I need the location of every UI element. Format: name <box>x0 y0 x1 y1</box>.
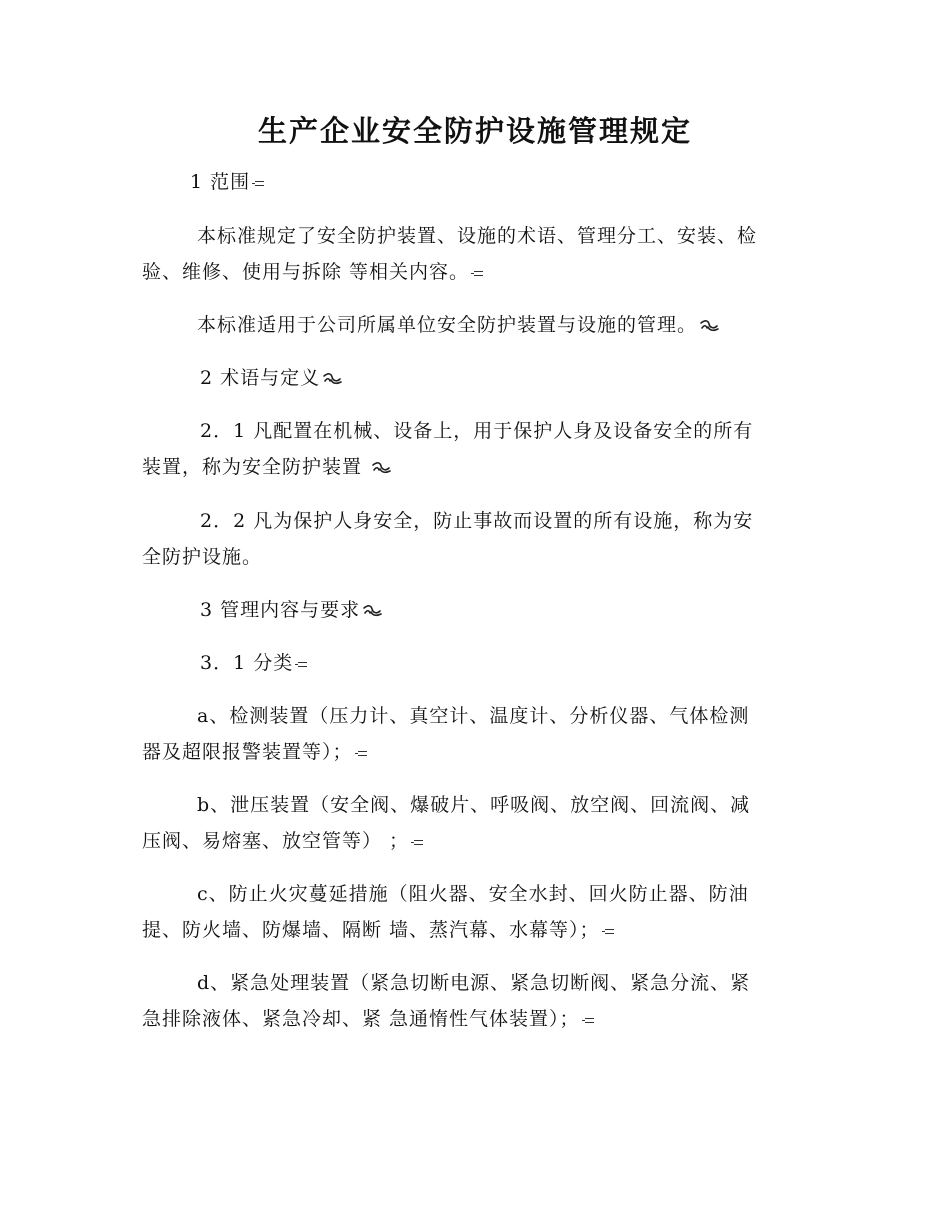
paragraph-line <box>142 452 393 482</box>
list-item-line <box>197 701 749 731</box>
list-item-line <box>142 826 423 856</box>
paragraph-mark-icon <box>582 1015 594 1025</box>
line-text: 急排除液体、紧急冷却、紧 急通惰性气体装置）； <box>142 1008 580 1030</box>
paragraph-line <box>142 257 483 287</box>
list-item-line <box>197 968 750 998</box>
paragraph-line <box>200 506 753 536</box>
line-text: 本标准适用于公司所属单位安全防护装置与设施的管理。 <box>197 314 698 336</box>
paragraph-line <box>197 221 757 251</box>
line-text: 器及超限报警装置等）； <box>142 741 353 763</box>
paragraph-line <box>142 542 262 572</box>
line-text: 1 范围 <box>190 171 251 193</box>
list-item-line <box>142 737 367 767</box>
paragraph-mark-icon <box>355 748 367 758</box>
paragraph-mark-icon <box>411 837 423 847</box>
subsection-heading <box>200 648 307 678</box>
line-text: 提、防火墙、防爆墙、隔断 墙、蒸汽幕、水幕等）； <box>142 919 600 941</box>
paragraph-mark-icon <box>252 178 264 188</box>
section-heading-3 <box>200 595 384 625</box>
line-text: 3 管理内容与要求 <box>200 599 361 621</box>
line-text: b、泄压装置（安全阀、爆破片、呼吸阀、放空阀、回流阀、减 <box>197 794 751 816</box>
line-text: 压阀、易熔塞、放空管等） ； <box>142 830 410 852</box>
list-item-line <box>142 915 614 945</box>
list-item-line <box>197 879 749 909</box>
line-text: 3．1 分类 <box>200 652 294 674</box>
paragraph-line <box>200 416 753 446</box>
section-heading-2 <box>200 363 344 393</box>
line-text: 装置，称为安全防护装置 <box>142 456 370 478</box>
line-text: 2 术语与定义 <box>200 367 321 389</box>
paragraph-line <box>197 310 721 340</box>
document-title: 生产企业安全防护设施管理规定 <box>257 114 692 148</box>
list-item-line <box>197 790 750 820</box>
line-text: a、检测装置（压力计、真空计、温度计、分析仪器、气体检测 <box>197 705 750 727</box>
line-text: 2．2 凡为保护人身安全，防止事故而设置的所有设施，称为安 <box>200 510 754 532</box>
line-text: c、防止火灾蔓延措施（阻火器、安全水封、回火防止器、防油 <box>197 883 749 905</box>
paragraph-mark-icon <box>471 268 483 278</box>
section-heading-1 <box>190 167 264 197</box>
curl-mark-icon <box>371 461 393 475</box>
line-text: 本标准规定了安全防护装置、设施的术语、管理分工、安装、检 <box>197 225 758 247</box>
line-text: 2．1 凡配置在机械、设备上，用于保护人身及设备安全的所有 <box>200 420 754 442</box>
line-text: d、紧急处理装置（紧急切断电源、紧急切断阀、紧急分流、紧 <box>197 972 751 994</box>
curl-mark-icon <box>362 604 384 618</box>
paragraph-mark-icon <box>295 659 307 669</box>
curl-mark-icon <box>322 372 344 386</box>
list-item-line <box>142 1004 594 1034</box>
curl-mark-icon <box>699 319 721 333</box>
paragraph-mark-icon <box>602 926 614 936</box>
line-text: 验、维修、使用与拆除 等相关内容。 <box>142 261 470 283</box>
line-text: 全防护设施。 <box>142 546 263 568</box>
